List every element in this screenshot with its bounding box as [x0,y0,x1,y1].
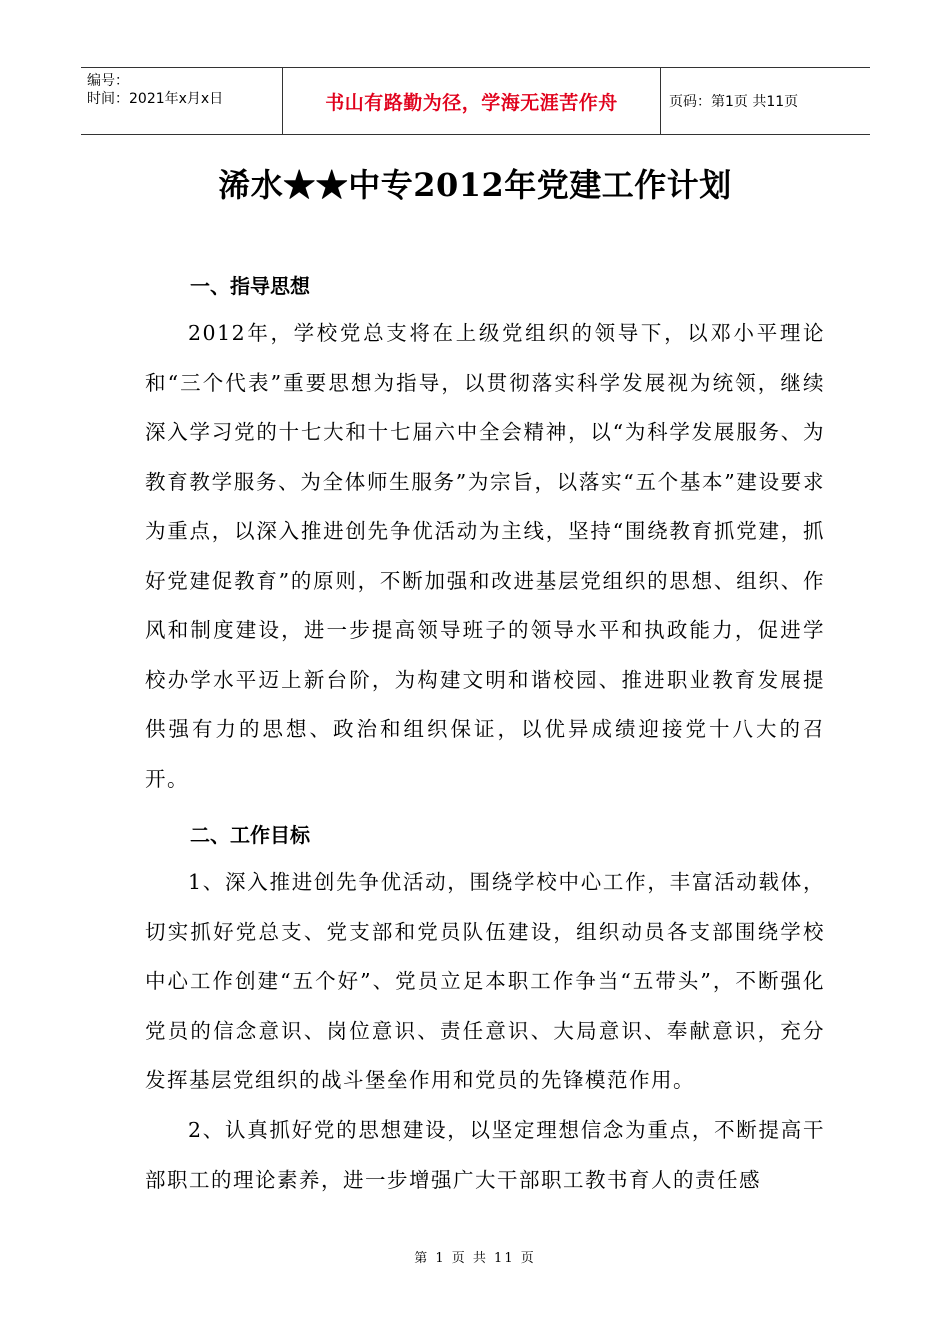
paragraph-goal-2: 2、认真抓好党的思想建设，以坚定理想信念为重点，不断提高干部职工的理论素养，进一步增强广大干部职工教书育人的责任感 [145,1118,825,1192]
header-page-info: 页码：第1页 共11页 [669,94,799,110]
document-header [81,67,870,135]
number-label: 编号： [87,73,129,89]
paragraph-guiding-ideology: 2012年，学校党总支将在上级党组织的领导下，以邓小平理论和“三个代表”重要思想为指导，以贯彻落实科学发展视为统领，继续深入学习党的十七大和十七届六中全会精神，以“为科学发展服务、为教育教学服务、为全体师生服务”为宗旨，以落实“五个基本”建设要求为重点，以深入推进创先争优活动为主线，坚持“围绕教育抓党建，抓好党建促教育”的原则，不断加强和改进基层党组织的思想、组织、作风和制度建设，进一步提高领导班子的领导水平和执政能力，促进学校办学水平迈上新台阶，为构建文明和谐校园、推进职业教育发展提供强有力的思想、政治和组织保证，以优异成绩迎接党十八大的召开。 [145,321,825,791]
section-heading-guiding-ideology: 一、指导思想 [190,274,310,298]
document-title: 浠水★★中专2012年党建工作计划 [218,166,732,204]
paragraph-goal-1: 1、深入推进创先争优活动，围绕学校中心工作，丰富活动载体，切实抓好党总支、党支部和党员队伍建设，组织动员各支部围绕学校中心工作创建“五个好”、党员立足本职工作争当“五带头”，不断强化党员的信念意识、岗位意识、责任意识、大局意识、奉献意识，充分发挥基层党组织的战斗堡垒作用和党员的先锋模范作用。 [145,870,825,1092]
header-meta [81,68,283,134]
page-footer: 第 1 页 共 11 页 [414,1251,536,1266]
header-motto: 书山有路勤为径，学海无涯苦作舟 [283,68,661,134]
date-label: 时间：2021年x月x日 [87,91,224,107]
section-heading-work-goals: 二、工作目标 [190,823,310,847]
